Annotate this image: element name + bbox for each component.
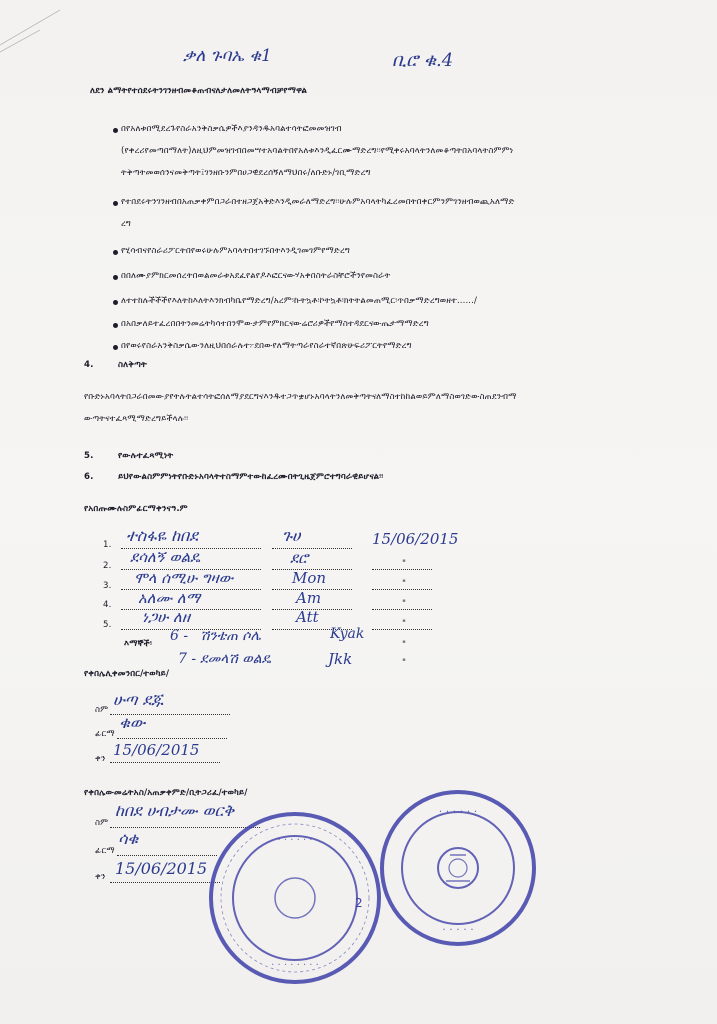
date-underline [372,629,432,630]
witness-signature: Kyak [330,626,365,642]
row-number: 5. [103,620,112,630]
approver-1-date: 15/06/2015 [113,741,200,759]
row-number: 4. [103,600,112,610]
section-4-title: ስለቅጣት [118,360,147,370]
approver-2-date: 15/06/2015 [115,859,208,878]
date-underline [110,762,220,763]
handwritten-title-left: ቃለ ጉባኤ ቁ1 [183,46,272,66]
approver-2-name: ከበደ ሀብታሙ ወርቅ [115,801,235,820]
svg-text:· · · · · ·: · · · · · · [277,835,313,846]
witness-date: " [402,640,407,650]
fold-crease-mark [0,0,717,70]
stamp-number: 2 [355,896,363,910]
sign-underline [117,738,227,739]
bullet-dot [113,201,118,206]
signatory-name: ሞላ ሰሚሁ ግዛው [134,569,234,587]
row-number: 3. [103,581,112,591]
signatory-signature: ደሮ [290,549,309,567]
approver-1-signature: ቁው [119,713,146,732]
date-underline [372,609,432,610]
section-5-number: 5. [84,451,94,461]
signatory-date: " [402,579,407,589]
intro-line: ለደን ልማትየተሰደሩትንገንዘብመቆጠብናለታለመለትዓላማብቻየማዋል [90,86,308,96]
approver-2-label: የቀበሌውመሬትአስ/አጠቃቀምድ/ቢትጋሪፈ/ተወካይ/ [84,788,248,798]
section-4-number: 4. [84,360,94,370]
witnesses-label: እማኞች፡ [124,639,152,649]
approver-2-signature: ሳቁ [118,829,139,848]
bullet-text: የተበደሩትንገንዘብበአጠቃቀምበጋራበተዘጋጀአቅድእንዲመራለማድረግ፡፡ሁሉምአባላትካፈረመበትበቀርምንምገንዘብወጪአለማድ [121,197,515,207]
svg-text:· · · · · · · ·: · · · · · · · · [271,960,319,971]
signatory-signature: Att [296,608,319,626]
witness-name: ደመላሽ ወልዴ [200,651,271,667]
signatory-date: " [402,599,407,609]
bullet-dot [113,323,118,328]
row-number: 2. [103,561,112,571]
handwritten-title-right: ቢሮ ቁ.4 [392,50,454,71]
bullet-dot [113,345,118,350]
date-underline [110,882,220,883]
svg-text:· · · · ·: · · · · · [442,923,474,936]
bullet-text: ለተተከሉችችችየእለትከእለትእንክብካቤየማድረግ/አረም፡ኩትኳቶ፡ኮትኳቶ፡ክትትልመጠሚር፡ጥበቃማድረግወዘተ....../ [121,296,477,306]
section-6-number: 6. [84,472,94,482]
bullet-dot [113,300,118,305]
witness-number: 6 - [170,628,189,644]
section-4-body: የቡድኑአባላትበጋራበመውያየትሉትልተሳትፎሰለማያደርግናእንዱተጋጥቋሆኑአባላትንለመቅጣትናለማስተከከልወይምለማስወገድውስጠደንብማ [84,392,517,402]
approver-2-sign-label: ፊርማ [95,846,115,856]
bullet-text: በአበቃለይተፈረበበትንመሬትካሳተበንሞውታምየምክርናውሬሮሪዎችየማስተዳደርናውጤታማማድረግ [121,319,429,329]
signatory-date: " [402,559,407,569]
bullet-dot [113,128,118,133]
approver-1-name: ሁጣ ደጁ [113,690,164,709]
approver-1-date-label: ቀን [95,754,106,764]
witness-name: ሽንቴጠ ሶሌ [200,628,261,644]
signatory-name: ነጋሁ ለዘ [142,608,190,626]
bullet-text: (የቀረሪየመጣበማለት)ለዚህምመዝገብበመሣተአባልትበየአለቱእንዲፈርሙማድረግ፡፡የሚቀሩአባላትንለመቆጣትበአባላትስምምነ [121,146,514,156]
signatories-label: የአበጡሙሉስምፊርማቀንናዓ.ም [84,504,188,514]
bullet-dot [113,250,118,255]
sign-underline [117,855,217,856]
bullet-text: በበለሙያምክርመሰረትበወልመራቱአደፈየልየዶእፎርናውሃአቀበስትራስቸሮችንየመስራት [121,271,391,281]
date-underline [372,569,432,570]
signatory-signature: ጉሀ [282,526,301,545]
section-5-title: የውሉተፈጻሚነት [118,451,174,461]
date-underline [372,589,432,590]
signatory-date: " [402,619,407,629]
signatory-name: ደሳለኝ ወልዴ [130,548,201,566]
approver-1-name-label: ስም [95,705,109,715]
signatory-name: አለሙ ለማ [138,589,201,607]
bullet-text: ትቅጣትመወሰንናመቅጣት፤ገንዘቡንምበሀጋዊደረሰኝለማህበሩ/ለቡድኑ/ገቢማድረግ [121,168,371,178]
approver-2-date-label: ቀን [95,872,106,882]
witness-number: 7 - [178,651,197,667]
row-number: 1. [103,540,112,550]
section-4-body: ውጣትናተፈጻሚማድረግይችላሉ፡፡ [84,414,189,424]
bullet-text: በየአለቱበሚደረጉየስራአንቅስቃሴዎችእያንዳንዱአባልተሳትፎመመዝገብ [121,124,342,134]
bullet-text: ረግ [121,219,131,229]
bullet-dot [113,275,118,280]
witness-signature: Jkk [328,650,353,668]
witness-date: " [402,658,407,668]
approver-1-sign-label: ፊርማ [95,729,115,739]
official-stamp-right [378,783,538,953]
bullet-text: በየወሩየስራአንቅስቃሴውንለዚህበሰራሉተ፦ደበውየለማትጣራየስራተኛበጽሁፍሪፖርትየማድረግ [121,341,412,351]
section-6-text: ይህየውልስምምነትየቡድኑአባላትተስማምተውከፈረሙበትጊዜጀምሮተግባራዊይሆናል፡፡ [118,472,384,482]
sign-underline [272,548,352,549]
svg-text:· · · · · ·: · · · · · · [438,805,478,818]
approver-1-label: የቀበሌሊቀመንበር/ተወካይ/ [84,669,170,679]
signatory-signature: Mon [292,569,327,587]
signatory-name: ተስፋዬ ከበደ [126,526,198,545]
signatory-date: 15/06/2015 [372,530,459,548]
bullet-text: የሂሳብናየስራሪፖርትበየወሩሁሉምአባላትበተገኙበትእንዲገመገምየማድረግ [121,246,350,256]
approver-2-name-label: ስም [95,818,109,828]
signatory-signature: Am [296,589,322,607]
